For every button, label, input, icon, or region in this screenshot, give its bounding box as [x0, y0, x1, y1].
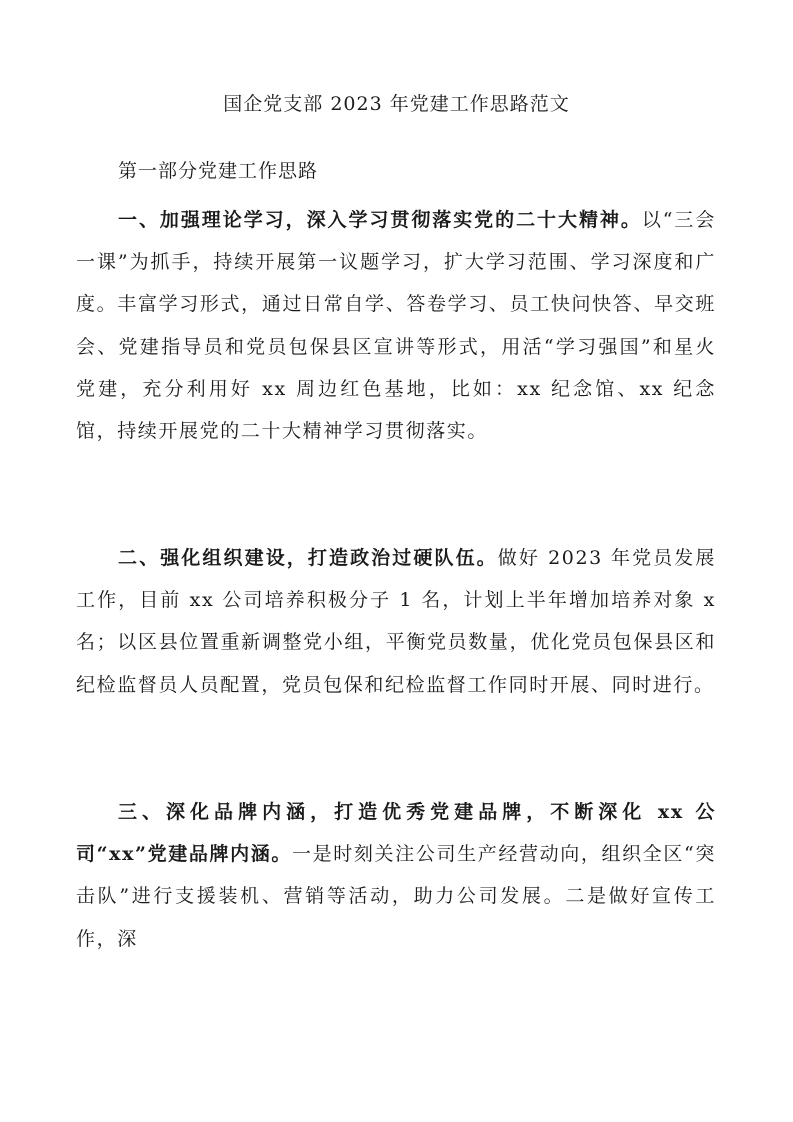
- paragraph-1: [76, 199, 716, 452]
- paragraph-1-body: 以“三会一课”为抓手，持续开展第一议题学习，扩大学习范围、学习深度和广度。丰富学习形式，通过日常自学、答卷学习、员工快问快答、早交班会、党建指导员和党员包保县区宣讲等形式，用活“学习强国”和星火党建，充分利用好 xx 周边红色基地，比如：xx 纪念馆、xx 纪念馆，持续开展党的二十大精神学习贯彻落实。: [76, 209, 716, 443]
- paragraph-3: [76, 791, 716, 960]
- paragraph-1-lead: 一、加强理论学习，深入学习贯彻落实党的二十大精神。: [118, 209, 642, 231]
- document-title: 国企党支部 2023 年党建工作思路范文: [223, 93, 570, 115]
- paragraph-3-lead: 三、深化品牌内涵，打造优秀党建品牌，不断深化 xx 公司“xx”党建品牌内涵。: [76, 801, 716, 866]
- paragraph-2-body: 做好 2023 年党员发展工作，目前 xx 公司培养积极分子 1 名，计划上半年增加培养对象 x 名；以区县位置重新调整党小组，平衡党员数量，优化党员包保县区和纪检监督员人员配置，党员包保和纪检监督工作同时开展、同时进行。: [76, 547, 716, 696]
- paragraph-3-body: 一是时刻关注公司生产经营动向，组织全区“突击队”进行支援装机、营销等活动，助力公司发展。二是做好宣传工作，深: [76, 843, 716, 950]
- paragraph-2-lead: 二、强化组织建设，打造政治过硬队伍。: [118, 547, 498, 569]
- paragraph-2: [76, 537, 716, 706]
- section-heading: 第一部分党建工作思路: [118, 160, 319, 182]
